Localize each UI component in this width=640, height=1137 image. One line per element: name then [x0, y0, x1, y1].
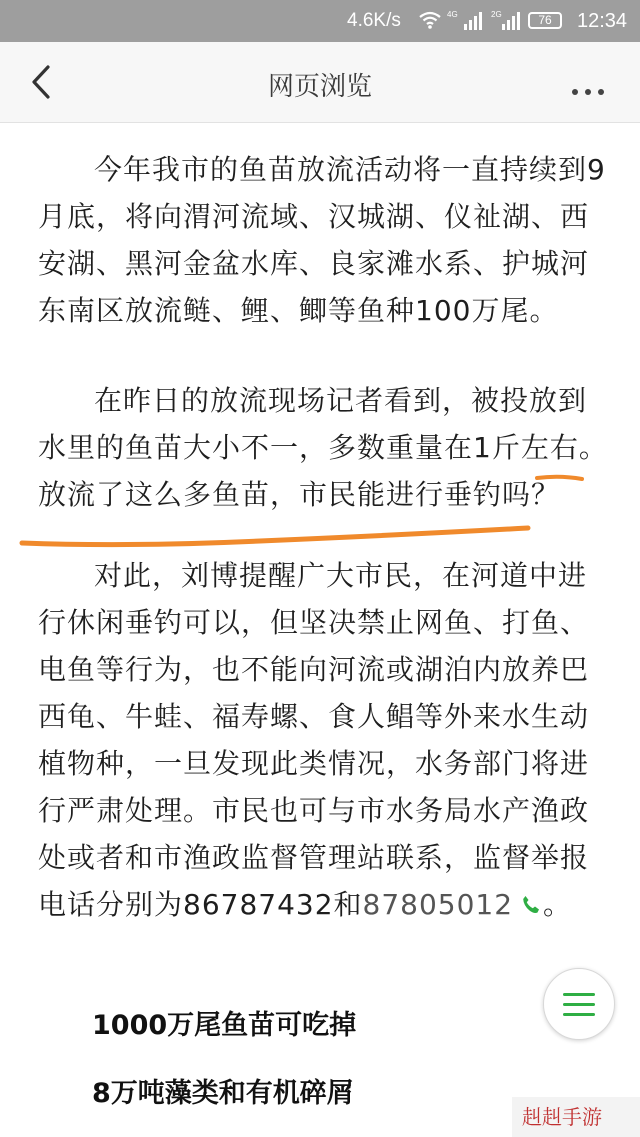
paragraph-2: 在昨日的放流现场记者看到，被投放到水里的鱼苗大小不一，多数重量在1斤左右。放流了这么多鱼苗，市民能进行垂钓吗？: [38, 384, 608, 511]
watermark-logo: 赳赳手游: [512, 1097, 640, 1137]
signal-tag-4g: 4G: [447, 10, 458, 19]
status-bar: [0, 0, 640, 42]
menu-icon-bar: [563, 1003, 595, 1006]
subheading-2: 8万吨藻类和有机碎屑: [92, 1078, 354, 1109]
paragraph-1: 今年我市的鱼苗放流活动将一直持续到9月底，将向渭河流域、汉城湖、仪祉湖、西安湖、黑河金盆水库、良家滩水系、护城河东南区放流鲢、鲤、鲫等鱼种100万尾。: [38, 153, 606, 327]
floating-menu-button[interactable]: [543, 968, 615, 1040]
browser-header: [0, 42, 640, 123]
subheading-1: 1000万尾鱼苗可吃掉: [92, 1010, 357, 1041]
clock: 12:34: [577, 10, 628, 32]
phone-icon[interactable]: [519, 893, 543, 917]
more-options-icon[interactable]: [572, 80, 611, 99]
network-speed: 4.6K/s: [347, 10, 401, 31]
signal-tag-2g: 2G: [491, 10, 502, 19]
paragraph-3: [38, 552, 608, 928]
menu-icon-bar: [563, 1013, 595, 1016]
paragraph-3-end: 。: [543, 888, 573, 921]
page-title: 网页浏览: [267, 72, 372, 102]
battery-icon: 76: [528, 12, 562, 29]
menu-icon: [563, 993, 595, 996]
phone-number-link[interactable]: 87805012: [362, 888, 514, 921]
wifi-icon: [418, 10, 442, 30]
paragraph-3-text: 对此，刘博提醒广大市民，在河道中进行休闲垂钓可以，但坚决禁止网鱼、打鱼、电鱼等行为，也不能向河流或湖泊内放养巴西龟、牛蛙、福寿螺、食人鲳等外来水生动植物种，一旦发现此类情况，水务部门将进行严肃处理。市民也可与市水务局水产渔政处或者和市渔政监督管理站联系，监督举报电话分别为86787432和: [38, 559, 590, 921]
